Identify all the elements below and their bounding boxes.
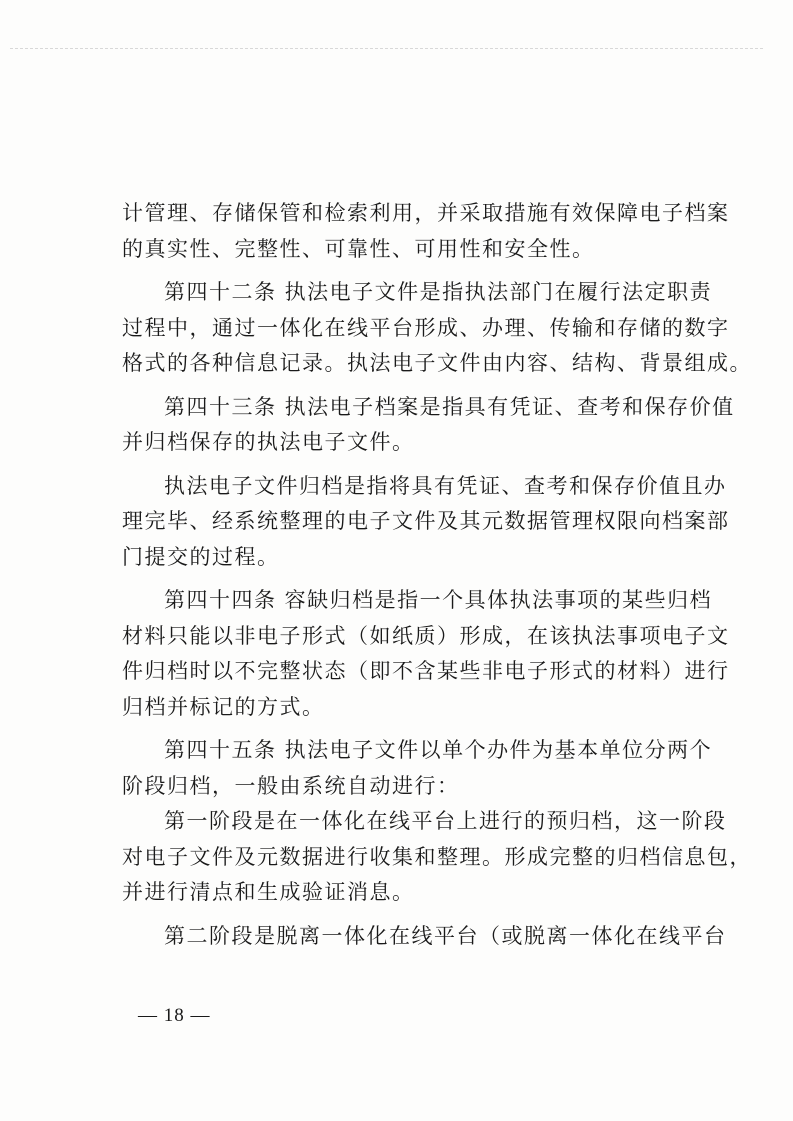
article-42-heading-line: 第四十二条 执法电子文件是指执法部门在履行法定职责 — [164, 280, 713, 304]
article-44-heading-line: 第四十四条 容缺归档是指一个具体执法事项的某些归档 — [164, 588, 713, 612]
text-line: 格式的各种信息记录。执法电子文件由内容、结构、背景组成。 — [122, 351, 752, 375]
text-line: 的真实性、完整性、可靠性、可用性和安全性。 — [122, 236, 595, 261]
text-line: 材料只能以非电子形式（如纸质）形成，在该执法事项电子文 — [122, 623, 730, 648]
text-line: 过程中，通过一体化在线平台形成、办理、传输和存储的数字 — [122, 315, 730, 340]
text-line: 第一阶段是在一体化在线平台上进行的预归档，这一阶段 — [164, 809, 727, 833]
text-line: 门提交的过程。 — [122, 544, 280, 569]
body-text — [122, 196, 752, 954]
text-line: 对电子文件及元数据进行收集和整理。形成完整的归档信息包， — [122, 844, 752, 869]
page-number: — 18 — — [138, 1005, 211, 1026]
text-line: 第二阶段是脱离一体化在线平台（或脱离一体化在线平台 — [164, 923, 727, 948]
article-43-heading-line: 第四十三条 执法电子档案是指具有凭证、查考和保存价值 — [164, 394, 735, 419]
text-line: 件归档时以不完整状态（即不含某些非电子形式的材料）进行 — [122, 659, 730, 683]
text-line: 归档并标记的方式。 — [122, 694, 325, 719]
text-line: 理完毕、经系统整理的电子文件及其元数据管理权限向档案部 — [122, 509, 730, 533]
text-line: 并归档保存的执法电子文件。 — [122, 430, 415, 454]
text-line: 计管理、存储保管和检索利用，并采取措施有效保障电子档案 — [122, 201, 730, 225]
text-line: 并进行清点和生成验证消息。 — [122, 880, 415, 904]
scan-edge-line — [10, 48, 763, 49]
text-line: 执法电子文件归档是指将具有凭证、查考和保存价值且办 — [164, 473, 727, 498]
text-line: 阶段归档，一般由系统自动进行： — [122, 773, 460, 798]
article-45-heading-line: 第四十五条 执法电子文件以单个办件为基本单位分两个 — [164, 738, 713, 762]
